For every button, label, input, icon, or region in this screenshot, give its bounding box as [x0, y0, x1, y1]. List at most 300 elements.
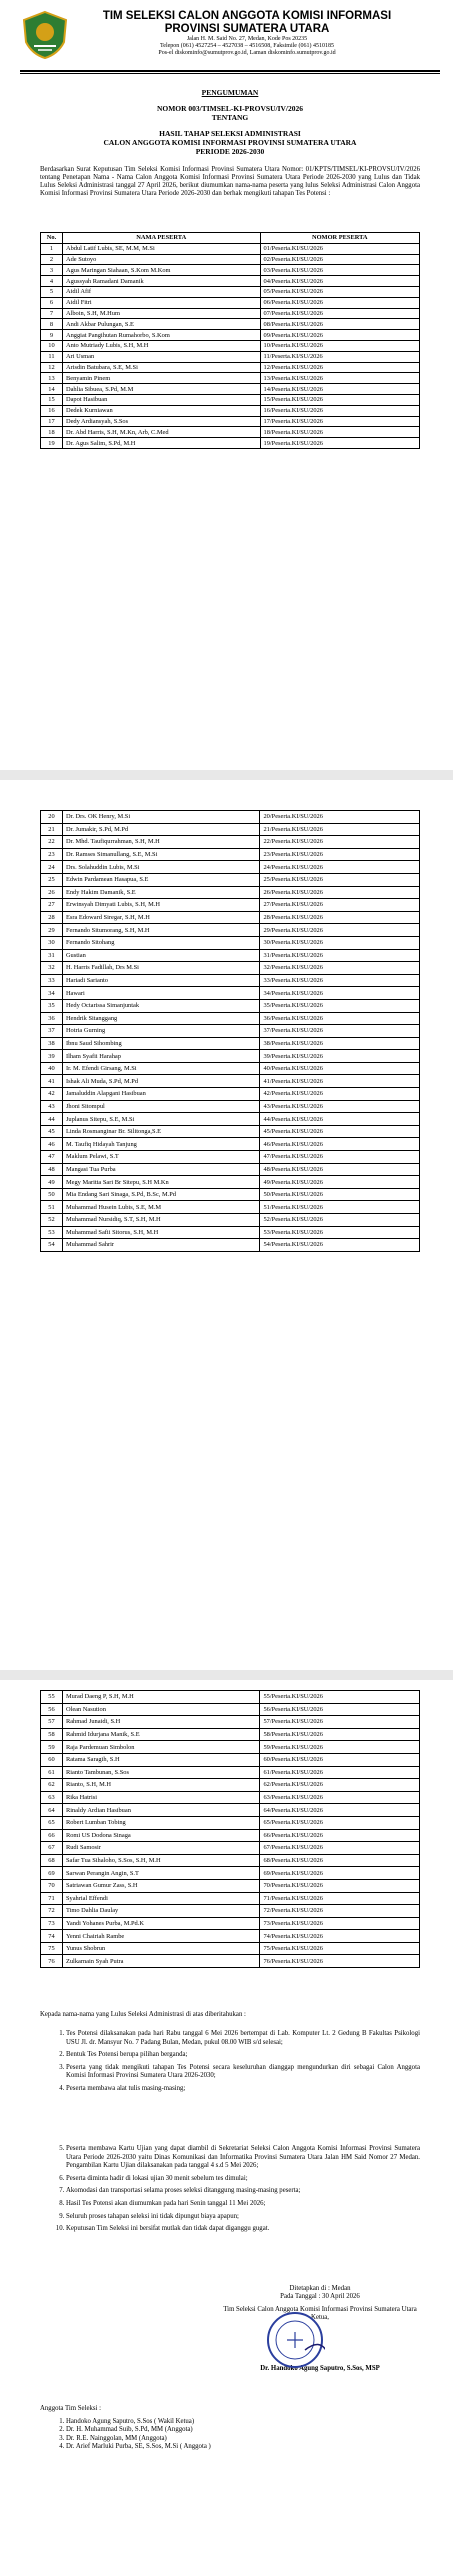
announcement-heading: PENGUMUMAN — [201, 88, 259, 97]
cell-name: Fernando Situmorang, S.H, M.H — [62, 924, 260, 937]
cell-name: Mangasi Tua Purba — [62, 1163, 260, 1176]
table-row — [41, 1741, 420, 1754]
cell-number: 74/Peserta.KI/SU/2026 — [260, 1930, 420, 1943]
cell-name: Edwin Pardamean Hasapua, S.E — [62, 873, 260, 886]
table-row — [41, 1012, 420, 1025]
cell-number: 53/Peserta.KI/SU/2026 — [260, 1226, 420, 1239]
notice-list-a — [40, 2030, 420, 2098]
cell-number: 55/Peserta.KI/SU/2026 — [260, 1691, 420, 1704]
cell-number: 59/Peserta.KI/SU/2026 — [260, 1741, 420, 1754]
cell-no: 24 — [41, 861, 63, 874]
table-row — [41, 1917, 420, 1930]
cell-number: 40/Peserta.KI/SU/2026 — [260, 1062, 420, 1075]
cell-name: Syahrial Effendi — [62, 1892, 260, 1905]
cell-no: 25 — [41, 873, 63, 886]
cell-number: 26/Peserta.KI/SU/2026 — [260, 886, 420, 899]
cell-number: 23/Peserta.KI/SU/2026 — [260, 848, 420, 861]
cell-name: Rahmad Junaidi, S.H — [62, 1716, 260, 1729]
cell-no: 11 — [41, 351, 63, 362]
notice-item: 6. Peserta diminta hadir di lokasi ujian 30 menit sebelum tes dimulai; — [66, 2175, 420, 2184]
notice-intro: Kepada nama-nama yang Lulus Seleksi Administrasi di atas diberitahukan : — [40, 2011, 246, 2018]
table-row — [41, 265, 420, 276]
cell-no: 45 — [41, 1125, 63, 1138]
cell-name: Timo Dahlia Daulay — [62, 1905, 260, 1918]
cell-name: Hawari — [62, 987, 260, 1000]
cell-no: 56 — [41, 1703, 63, 1716]
cell-name: Yenni Chairiah Rambe — [62, 1930, 260, 1943]
table-row — [41, 949, 420, 962]
committee-member: 1. Handoko Agung Saputro, S.Sos ( Wakil Ketua) — [66, 2418, 420, 2427]
cell-no: 9 — [41, 330, 63, 341]
committee-members — [40, 2405, 420, 2452]
table-row — [41, 1188, 420, 1201]
cell-number: 69/Peserta.KI/SU/2026 — [260, 1867, 420, 1880]
cell-number: 29/Peserta.KI/SU/2026 — [260, 924, 420, 937]
notice-item: 10. Keputusan Tim Seleksi ini bersifat mutlak dan tidak dapat diganggu gugat. — [66, 2225, 420, 2234]
cell-no: 38 — [41, 1037, 63, 1050]
cell-number: 11/Peserta.KI/SU/2026 — [260, 351, 420, 362]
subject-line-3: PERIODE 2026-2030 — [195, 147, 265, 156]
cell-number: 17/Peserta.KI/SU/2026 — [260, 416, 420, 427]
cell-number: 56/Peserta.KI/SU/2026 — [260, 1703, 420, 1716]
table-row — [41, 1804, 420, 1817]
cell-no: 35 — [41, 999, 63, 1012]
table-row — [41, 394, 420, 405]
cell-no: 51 — [41, 1201, 63, 1214]
cell-name: Jamaluddin Alapgani Hasibuan — [62, 1088, 260, 1101]
cell-name: Murad Daeng P, S.H, M.H — [62, 1691, 260, 1704]
notice-item: 4. Peserta membawa alat tulis masing-masing; — [66, 2085, 420, 2094]
cell-no: 32 — [41, 962, 63, 975]
notice-item: 2. Bentuk Tes Potensi berupa pilihan berganda; — [66, 2051, 420, 2060]
cell-number: 32/Peserta.KI/SU/2026 — [260, 962, 420, 975]
cell-no: 39 — [41, 1050, 63, 1063]
notice-item: 9. Seluruh proses tahapan seleksi ini tidak dipungut biaya apapun; — [66, 2213, 420, 2222]
letterhead-phone: Telepon (061) 4527254 – 4527038 – 4516508, Faksimile (061) 4510185 — [160, 43, 334, 49]
cell-number: 22/Peserta.KI/SU/2026 — [260, 836, 420, 849]
cell-number: 66/Peserta.KI/SU/2026 — [260, 1829, 420, 1842]
cell-number: 38/Peserta.KI/SU/2026 — [260, 1037, 420, 1050]
page-gap — [0, 1670, 453, 1680]
cell-number: 57/Peserta.KI/SU/2026 — [260, 1716, 420, 1729]
cell-name: Zulkarnain Syah Putra — [62, 1955, 260, 1968]
table-row — [41, 1905, 420, 1918]
cell-no: 30 — [41, 936, 63, 949]
cell-name: Aidil Afif — [62, 286, 260, 297]
cell-name: Muhammad Safii Sitorus, S.H, M.H — [62, 1226, 260, 1239]
cell-number: 42/Peserta.KI/SU/2026 — [260, 1088, 420, 1101]
cell-no: 40 — [41, 1062, 63, 1075]
cell-name: Dapot Hasibuan — [62, 394, 260, 405]
cell-name: Ilham Syafii Harahap — [62, 1050, 260, 1063]
table-row — [41, 886, 420, 899]
cell-number: 70/Peserta.KI/SU/2026 — [260, 1879, 420, 1892]
cell-no: 66 — [41, 1829, 63, 1842]
cell-name: Rianto, S.H, M.H — [62, 1779, 260, 1792]
cell-number: 54/Peserta.KI/SU/2026 — [260, 1239, 420, 1252]
cell-number: 08/Peserta.KI/SU/2026 — [260, 319, 420, 330]
table-row — [41, 405, 420, 416]
table-row — [41, 362, 420, 373]
table-row — [41, 1075, 420, 1088]
table-row — [41, 1125, 420, 1138]
cell-name: Hotria Gurning — [62, 1025, 260, 1038]
table-row — [41, 243, 420, 254]
cell-number: 48/Peserta.KI/SU/2026 — [260, 1163, 420, 1176]
cell-no: 74 — [41, 1930, 63, 1943]
cell-name: Maklum Pelawi, S.T — [62, 1151, 260, 1164]
cell-name: Ir. M. Efendi Girsang, M.Si — [62, 1062, 260, 1075]
cell-name: Esra Edoward Siregar, S.H, M.H — [62, 911, 260, 924]
signature-date: Pada Tanggal : 30 April 2026 — [280, 2293, 360, 2301]
notice-item: 5. Peserta membawa Kartu Ujian yang dapat diambil di Sekretariat Seleksi Calon Anggota Komisi Informasi Provinsi Sumatera Utara Periode 2026-2030 yaitu Dinas Komunikasi dan Informatika Provinsi Sumatera Utara Jalan HM Said Nomor 27 Medan. Pengambilan Kartu Ujian dilaksanakan pada tanggal 4 s.d 5 Mei 2026; — [66, 2145, 420, 2171]
cell-name: Yunus Shobrun — [62, 1942, 260, 1955]
cell-number: 72/Peserta.KI/SU/2026 — [260, 1905, 420, 1918]
letterhead-text — [74, 10, 420, 57]
table-row — [41, 1829, 420, 1842]
cell-no: 47 — [41, 1151, 63, 1164]
cell-number: 49/Peserta.KI/SU/2026 — [260, 1176, 420, 1189]
table-row — [41, 1816, 420, 1829]
cell-no: 26 — [41, 886, 63, 899]
page-2 — [0, 780, 453, 1670]
cell-no: 3 — [41, 265, 63, 276]
table-row — [41, 297, 420, 308]
cell-name: Arisdin Batubara, S.E, M.Si — [62, 362, 260, 373]
cell-name: Benyamin Pinem — [62, 373, 260, 384]
cell-number: 43/Peserta.KI/SU/2026 — [260, 1100, 420, 1113]
cell-no: 69 — [41, 1867, 63, 1880]
table-row — [41, 873, 420, 886]
cell-no: 36 — [41, 1012, 63, 1025]
cell-name: Safar Tua Sihaloho, S.Sos, S.H, M.H — [62, 1854, 260, 1867]
cell-name: Ibnu Saud Sihombing — [62, 1037, 260, 1050]
table-row — [41, 438, 420, 449]
table-row — [41, 340, 420, 351]
cell-name: Ishak Ali Muda, S.Pd, M.Pd — [62, 1075, 260, 1088]
cell-name: Ratama Saragih, S.H — [62, 1753, 260, 1766]
cell-number: 62/Peserta.KI/SU/2026 — [260, 1779, 420, 1792]
cell-no: 50 — [41, 1188, 63, 1201]
cell-number: 07/Peserta.KI/SU/2026 — [260, 308, 420, 319]
cell-no: 20 — [41, 811, 63, 824]
cell-name: Anggiat Pangihutan Rumahorbo, S.Kom — [62, 330, 260, 341]
cell-name: Dahlia Sibuea, S.Pd, M.M — [62, 384, 260, 395]
table-row — [41, 1691, 420, 1704]
table-row — [41, 1037, 420, 1050]
cell-name: Endy Hakim Damanik, S.E — [62, 886, 260, 899]
cell-no: 42 — [41, 1088, 63, 1101]
cell-no: 34 — [41, 987, 63, 1000]
letterhead-email: Pos-el diskominfo@sumutprov.go.id, Laman diskominfo.sumutprov.go.id — [158, 50, 336, 56]
cell-name: Erwinsyah Dimyati Lubis, S.H, M.H — [62, 899, 260, 912]
notice-item: 7. Akomodasi dan transportasi selama proses seleksi ditanggung masing-masing peserta; — [66, 2187, 420, 2196]
cell-no: 37 — [41, 1025, 63, 1038]
table-row — [41, 1201, 420, 1214]
cell-number: 31/Peserta.KI/SU/2026 — [260, 949, 420, 962]
cell-no: 68 — [41, 1854, 63, 1867]
cell-name: Muhammad Nursidiq, S.T, S.H, M.H — [62, 1214, 260, 1227]
cell-name: Hedy Octarissa Simanjuntak — [62, 999, 260, 1012]
participants-table-2 — [40, 810, 420, 1252]
table-row — [41, 416, 420, 427]
table-row — [41, 1088, 420, 1101]
cell-number: 24/Peserta.KI/SU/2026 — [260, 861, 420, 874]
table-row — [41, 836, 420, 849]
cell-no: 70 — [41, 1879, 63, 1892]
cell-name: Dr. Jumakir, S.Pd, M.Pd — [62, 823, 260, 836]
cell-number: 71/Peserta.KI/SU/2026 — [260, 1892, 420, 1905]
cell-number: 18/Peserta.KI/SU/2026 — [260, 427, 420, 438]
cell-no: 53 — [41, 1226, 63, 1239]
cell-no: 1 — [41, 243, 63, 254]
cell-no: 65 — [41, 1816, 63, 1829]
cell-number: 04/Peserta.KI/SU/2026 — [260, 276, 420, 287]
signature-org: Tim Seleksi Calon Anggota Komisi Informasi Provinsi Sumatera Utara — [223, 2305, 417, 2313]
cell-no: 64 — [41, 1804, 63, 1817]
cell-number: 39/Peserta.KI/SU/2026 — [260, 1050, 420, 1063]
cell-no: 75 — [41, 1942, 63, 1955]
cell-name: Mia Endang Sari Sinaga, S.Pd, B.Sc, M.Pd — [62, 1188, 260, 1201]
cell-no: 13 — [41, 373, 63, 384]
cell-number: 50/Peserta.KI/SU/2026 — [260, 1188, 420, 1201]
table-row — [41, 286, 420, 297]
table-row — [41, 1716, 420, 1729]
cell-number: 61/Peserta.KI/SU/2026 — [260, 1766, 420, 1779]
table-row — [41, 962, 420, 975]
cell-number: 21/Peserta.KI/SU/2026 — [260, 823, 420, 836]
letterhead-rule — [20, 70, 440, 72]
cell-name: Juplanus Sitepu, S.E, M.Si — [62, 1113, 260, 1126]
cell-number: 67/Peserta.KI/SU/2026 — [260, 1842, 420, 1855]
table-row — [41, 308, 420, 319]
cell-name: Agussyah Ramadani Damanik — [62, 276, 260, 287]
cell-name: Dedek Kurniawan — [62, 405, 260, 416]
table-row — [41, 1892, 420, 1905]
cell-name: Fernando Sitohang — [62, 936, 260, 949]
cell-number: 15/Peserta.KI/SU/2026 — [260, 394, 420, 405]
cell-no: 55 — [41, 1691, 63, 1704]
cell-no: 61 — [41, 1766, 63, 1779]
cell-no: 43 — [41, 1100, 63, 1113]
cell-no: 63 — [41, 1791, 63, 1804]
cell-name: Megy Maritta Sari Br Sitepu, S.H M.Kn — [62, 1176, 260, 1189]
committee-list — [40, 2418, 420, 2452]
province-emblem-icon — [20, 10, 70, 60]
cell-number: 64/Peserta.KI/SU/2026 — [260, 1804, 420, 1817]
cell-name: Hendrik Sitanggang — [62, 1012, 260, 1025]
table-row — [41, 823, 420, 836]
cell-number: 65/Peserta.KI/SU/2026 — [260, 1816, 420, 1829]
cell-name: Alboin, S.H, M.Hum — [62, 308, 260, 319]
cell-no: 23 — [41, 848, 63, 861]
table-row — [41, 861, 420, 874]
cell-name: Rudi Samosir — [62, 1842, 260, 1855]
table-row — [41, 1176, 420, 1189]
letterhead-title: TIM SELEKSI CALON ANGGOTA KOMISI INFORMASI — [102, 10, 392, 22]
table-row — [41, 254, 420, 265]
cell-name: Linda Rosmanginar Br. Silitonga,S.E — [62, 1125, 260, 1138]
col-header-number: NOMOR PESERTA — [260, 233, 420, 244]
cell-number: 30/Peserta.KI/SU/2026 — [260, 936, 420, 949]
cell-name: Dr. Agus Salim, S.Pd, M.H — [62, 438, 260, 449]
cell-number: 45/Peserta.KI/SU/2026 — [260, 1125, 420, 1138]
cell-no: 21 — [41, 823, 63, 836]
cell-number: 47/Peserta.KI/SU/2026 — [260, 1151, 420, 1164]
table-row — [41, 1842, 420, 1855]
cell-no: 14 — [41, 384, 63, 395]
cell-name: Abdul Latif Lubis, SE, M.M, M.Si — [62, 243, 260, 254]
cell-no: 18 — [41, 427, 63, 438]
table-row — [41, 330, 420, 341]
table-row — [41, 1703, 420, 1716]
cell-number: 68/Peserta.KI/SU/2026 — [260, 1854, 420, 1867]
table-row — [41, 373, 420, 384]
cell-name: Jhoni Sitompul — [62, 1100, 260, 1113]
cell-no: 72 — [41, 1905, 63, 1918]
table-row — [41, 811, 420, 824]
cell-number: 12/Peserta.KI/SU/2026 — [260, 362, 420, 373]
cell-number: 41/Peserta.KI/SU/2026 — [260, 1075, 420, 1088]
cell-number: 03/Peserta.KI/SU/2026 — [260, 265, 420, 276]
cell-number: 73/Peserta.KI/SU/2026 — [260, 1917, 420, 1930]
cell-number: 60/Peserta.KI/SU/2026 — [260, 1753, 420, 1766]
cell-number: 13/Peserta.KI/SU/2026 — [260, 373, 420, 384]
table-row — [41, 427, 420, 438]
cell-no: 2 — [41, 254, 63, 265]
table-row — [41, 974, 420, 987]
cell-name: Rahmid Idurjana Manik, S.E — [62, 1728, 260, 1741]
cell-name: Ade Sutoyo — [62, 254, 260, 265]
cell-name: Dr. Drs. OK Henry, M.Si — [62, 811, 260, 824]
subject-line-1: HASIL TAHAP SELEKSI ADMINISTRASI — [159, 129, 301, 138]
table-row — [41, 924, 420, 937]
cell-no: 59 — [41, 1741, 63, 1754]
table-row — [41, 1766, 420, 1779]
cell-number: 33/Peserta.KI/SU/2026 — [260, 974, 420, 987]
cell-number: 52/Peserta.KI/SU/2026 — [260, 1214, 420, 1227]
table-row — [41, 899, 420, 912]
table-row — [41, 319, 420, 330]
notice-item: 1. Tes Potensi dilaksanakan pada hari Rabu tanggal 6 Mei 2026 bertempat di Lab. Komputer Lt. 2 Gedung B Fakultas Psikologi USU Jl. dr. Mansyur No. 7 Padang Bulan, Medan, pukul 08.00 WIB s/d selesai; — [66, 2030, 420, 2047]
cell-name: Dr. Mhd. Taufiqurrahman, S.H, M.H — [62, 836, 260, 849]
table-row — [41, 1239, 420, 1252]
cell-no: 27 — [41, 899, 63, 912]
table-row — [41, 1226, 420, 1239]
col-header-no: No. — [41, 233, 63, 244]
cell-no: 17 — [41, 416, 63, 427]
cell-name: Drs. Solahuddin Lubis, M.Si — [62, 861, 260, 874]
page-gap — [0, 770, 453, 780]
cell-no: 29 — [41, 924, 63, 937]
cell-no: 4 — [41, 276, 63, 287]
cell-name: Dedy Ardiansyah, S.Sos — [62, 416, 260, 427]
cell-number: 36/Peserta.KI/SU/2026 — [260, 1012, 420, 1025]
cell-name: Robert Lumban Tobing — [62, 1816, 260, 1829]
cell-number: 19/Peserta.KI/SU/2026 — [260, 438, 420, 449]
table-row — [41, 1955, 420, 1968]
notice-item: 3. Peserta yang tidak mengikuti tahapan Tes Potensi secara keseluruhan dianggap mengundurkan diri sebagai Calon Anggota Komisi Informasi Provinsi Sumatera Utara 2026-2030; — [66, 2064, 420, 2081]
cell-number: 09/Peserta.KI/SU/2026 — [260, 330, 420, 341]
table-row — [41, 1854, 420, 1867]
col-header-name: NAMA PESERTA — [62, 233, 260, 244]
table-row — [41, 1062, 420, 1075]
table-row — [41, 1942, 420, 1955]
committee-member: 2. Dr. H. Muhammad Suib, S.Pd, MM (Anggota) — [66, 2426, 420, 2435]
cell-number: 44/Peserta.KI/SU/2026 — [260, 1113, 420, 1126]
notice-item: 8. Hasil Tes Potensi akan diumumkan pada hari Senin tanggal 11 Mei 2026; — [66, 2200, 420, 2209]
letterhead-rule-thin — [20, 73, 440, 74]
cell-no: 44 — [41, 1113, 63, 1126]
cell-no: 12 — [41, 362, 63, 373]
table-row — [41, 1728, 420, 1741]
cell-name: Rika Hatrisi — [62, 1791, 260, 1804]
cell-number: 58/Peserta.KI/SU/2026 — [260, 1728, 420, 1741]
cell-name: Sarwan Perangin Angin, S.T — [62, 1867, 260, 1880]
cell-number: 37/Peserta.KI/SU/2026 — [260, 1025, 420, 1038]
cell-number: 28/Peserta.KI/SU/2026 — [260, 911, 420, 924]
table-row — [41, 1050, 420, 1063]
cell-no: 52 — [41, 1214, 63, 1227]
table-row — [41, 1791, 420, 1804]
announcement-number: NOMOR 003/TIMSEL-KI-PROVSU/IV/2026 — [156, 104, 304, 113]
cell-no: 10 — [41, 340, 63, 351]
cell-name: Muhammad Husein Lubis, S.E, M.M — [62, 1201, 260, 1214]
announcement-about: TENTANG — [211, 113, 249, 122]
table-row — [41, 1214, 420, 1227]
cell-no: 16 — [41, 405, 63, 416]
cell-no: 33 — [41, 974, 63, 987]
cell-number: 25/Peserta.KI/SU/2026 — [260, 873, 420, 886]
table-row — [41, 1753, 420, 1766]
cell-no: 76 — [41, 1955, 63, 1968]
cell-number: 16/Peserta.KI/SU/2026 — [260, 405, 420, 416]
table-row — [41, 987, 420, 1000]
cell-no: 67 — [41, 1842, 63, 1855]
cell-name: Muhammad Sahrir — [62, 1239, 260, 1252]
cell-no: 31 — [41, 949, 63, 962]
table-row — [41, 848, 420, 861]
cell-number: 10/Peserta.KI/SU/2026 — [260, 340, 420, 351]
cell-name: M. Taufiq Hidayah Tanjung — [62, 1138, 260, 1151]
cell-number: 63/Peserta.KI/SU/2026 — [260, 1791, 420, 1804]
letterhead-subtitle: PROVINSI SUMATERA UTARA — [164, 23, 330, 35]
cell-no: 60 — [41, 1753, 63, 1766]
cell-number: 02/Peserta.KI/SU/2026 — [260, 254, 420, 265]
cell-no: 73 — [41, 1917, 63, 1930]
notice-list-b — [40, 2145, 420, 2238]
cell-no: 58 — [41, 1728, 63, 1741]
table-row — [41, 351, 420, 362]
subject-line-2: CALON ANGGOTA KOMISI INFORMASI PROVINSI SUMATERA UTARA — [103, 138, 357, 147]
cell-name: Dr. Abd Harris, S.H, M.Kn, Arb, C.Med — [62, 427, 260, 438]
cell-name: Anto Mutriady Lubis, S.H, M.H — [62, 340, 260, 351]
table-row — [41, 276, 420, 287]
participants-table-1 — [40, 232, 420, 449]
cell-no: 28 — [41, 911, 63, 924]
cell-no: 8 — [41, 319, 63, 330]
signature-name: Dr. Handoko Agung Saputro, S.Sos, MSP — [260, 2364, 380, 2372]
cell-number: 14/Peserta.KI/SU/2026 — [260, 384, 420, 395]
cell-no: 6 — [41, 297, 63, 308]
cell-name: Andi Akbar Pulungan, S.E — [62, 319, 260, 330]
page-1 — [0, 0, 453, 770]
cell-no: 57 — [41, 1716, 63, 1729]
cell-number: 35/Peserta.KI/SU/2026 — [260, 999, 420, 1012]
cell-number: 05/Peserta.KI/SU/2026 — [260, 286, 420, 297]
cell-name: Hariadi Sarianto — [62, 974, 260, 987]
letterhead — [20, 10, 440, 70]
